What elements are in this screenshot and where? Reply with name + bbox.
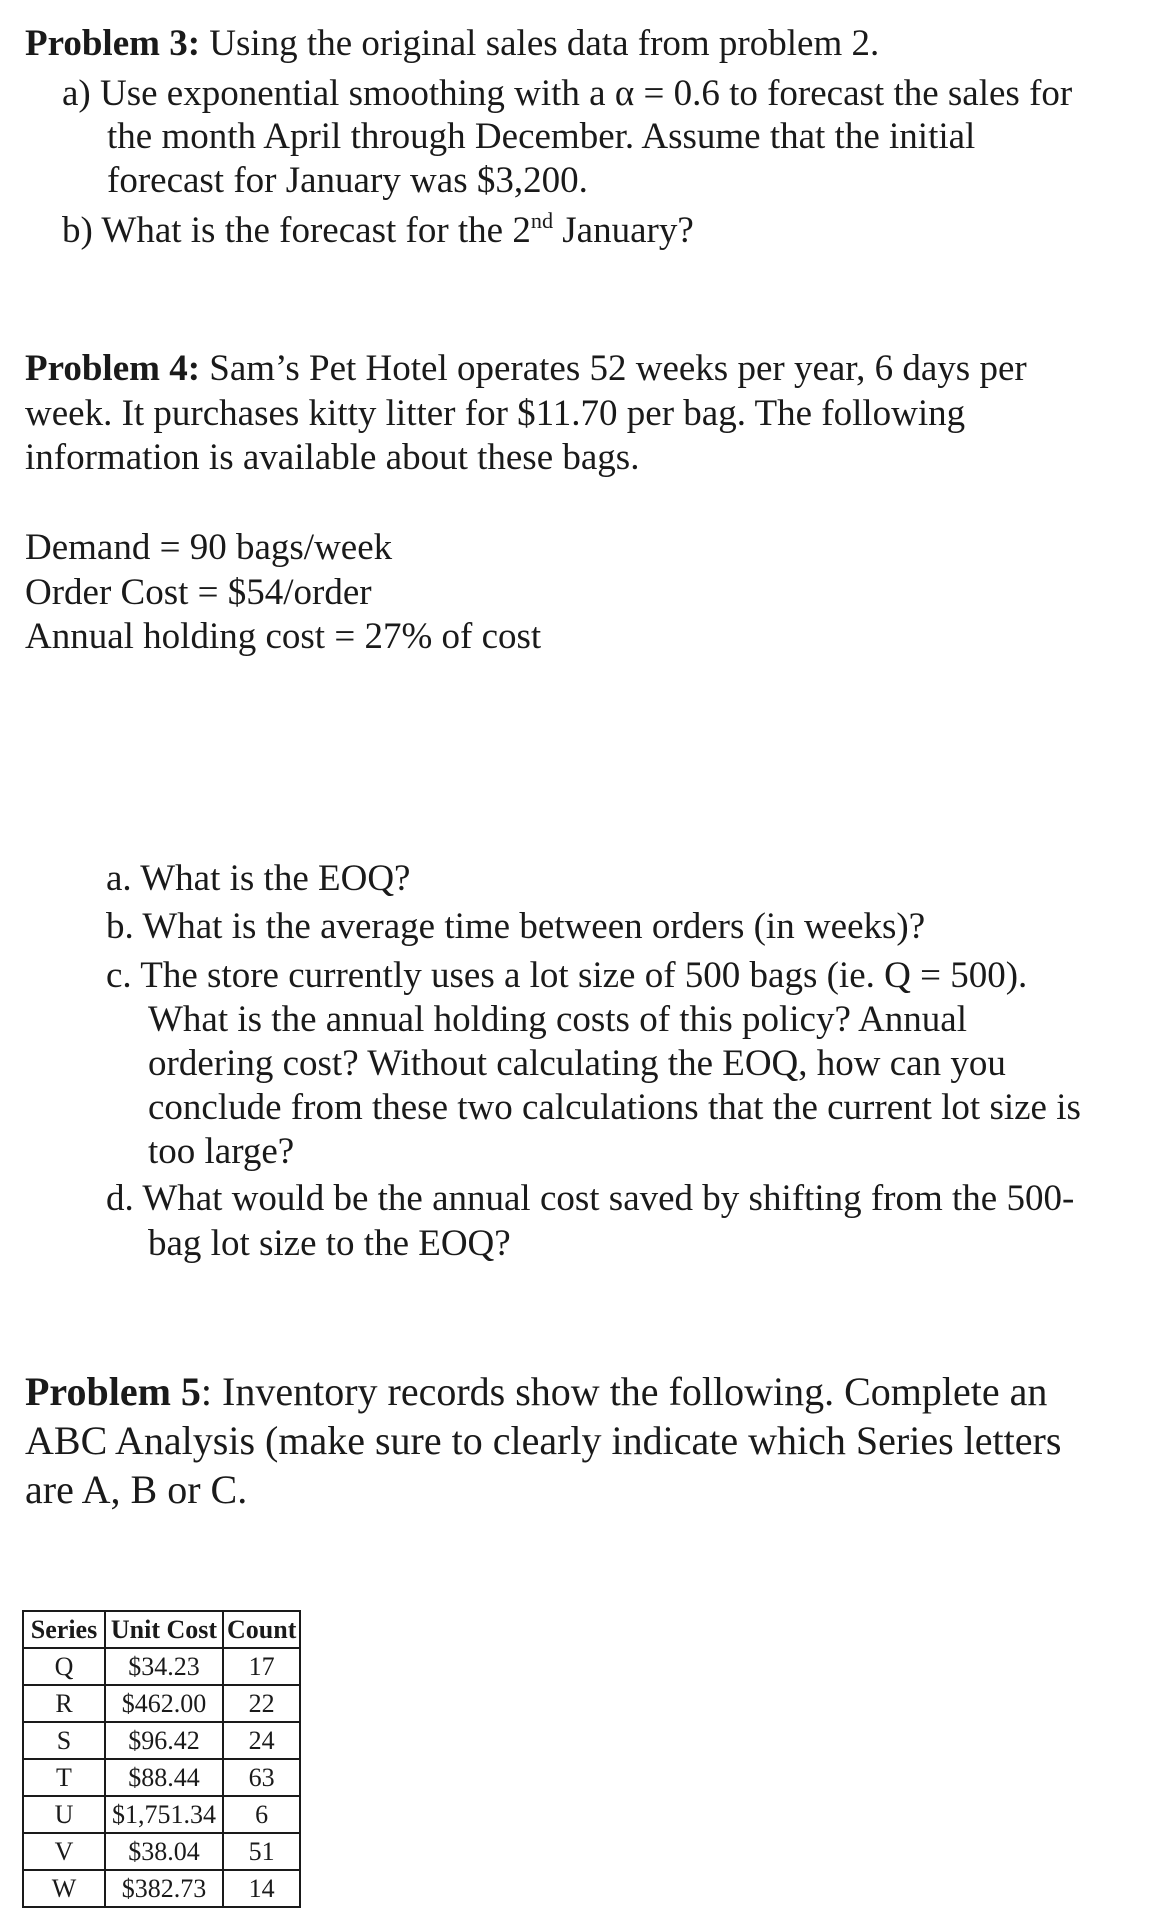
count-cell: 51 [223, 1833, 300, 1870]
series-cell: Q [23, 1648, 105, 1685]
column-header-series: Series [23, 1611, 105, 1648]
unit-cost-cell: $38.04 [105, 1833, 223, 1870]
problem4-question-c-line5: too large? [148, 1131, 295, 1172]
unit-cost-cell: $88.44 [105, 1759, 223, 1796]
table-row [23, 1833, 300, 1870]
problem4-question-d-line2: bag lot size to the EOQ? [148, 1223, 511, 1264]
problem5-line1: : Inventory records show the following. Complete an [200, 1369, 1048, 1414]
problem4-order-cost: Order Cost = $54/order [25, 572, 372, 613]
problem4-question-c-line1: c. The store currently uses a lot size of 500 bags (ie. Q = 500). [106, 955, 1028, 996]
series-cell: T [23, 1759, 105, 1796]
table-row [23, 1685, 300, 1722]
column-header-unit-cost: Unit Cost [105, 1611, 223, 1648]
problem3-part-b-superscript: nd [530, 208, 554, 233]
problem3-part-b [62, 209, 694, 253]
problem3-part-b-text: b) What is the forecast for the 2 [62, 210, 531, 251]
problem4-question-b: b. What is the average time between orders (in weeks)? [106, 906, 926, 947]
problem5-line3: are A, B or C. [25, 1467, 248, 1512]
problem3-part-a-line1: a) Use exponential smoothing with a α = 0.6 to forecast the sales for [62, 73, 1073, 114]
table-row [23, 1759, 300, 1796]
table-row [23, 1722, 300, 1759]
problem5-heading [25, 1368, 1047, 1416]
abc-inventory-table [22, 1610, 301, 1908]
count-cell: 17 [223, 1648, 300, 1685]
problem3-part-b-tail: January? [553, 210, 694, 251]
count-cell: 24 [223, 1722, 300, 1759]
series-cell: U [23, 1796, 105, 1833]
unit-cost-cell: $1,751.34 [105, 1796, 223, 1833]
problem3-part-a-line2: the month April through December. Assume that the initial [107, 116, 976, 157]
problem4-question-c-line3: ordering cost? Without calculating the EOQ, how can you [148, 1043, 1006, 1084]
table-header-row [23, 1611, 300, 1648]
table-row [23, 1870, 300, 1907]
problem3-heading [25, 22, 879, 66]
problem5-label: Problem 5 [25, 1369, 201, 1414]
problem4-question-c-line2: What is the annual holding costs of this policy? Annual [148, 999, 968, 1040]
count-cell: 22 [223, 1685, 300, 1722]
problem4-question-d-line1: d. What would be the annual cost saved by shifting from the 500- [106, 1178, 1075, 1219]
problem5-line2: ABC Analysis (make sure to clearly indicate which Series letters [25, 1418, 1062, 1463]
column-header-count: Count [223, 1611, 300, 1648]
problem3-label: Problem 3: [25, 23, 201, 64]
unit-cost-cell: $462.00 [105, 1685, 223, 1722]
problem4-label: Problem 4: [25, 348, 201, 389]
series-cell: S [23, 1722, 105, 1759]
problem4-line3: information is available about these bags. [25, 437, 640, 478]
count-cell: 63 [223, 1759, 300, 1796]
problem4-question-c-line4: conclude from these two calculations that the current lot size is [148, 1087, 1081, 1128]
problem4-question-a: a. What is the EOQ? [106, 858, 411, 899]
series-cell: V [23, 1833, 105, 1870]
unit-cost-cell: $96.42 [105, 1722, 223, 1759]
problem4-heading [25, 347, 1027, 391]
problem4-line1: Sam’s Pet Hotel operates 52 weeks per year, 6 days per [209, 348, 1027, 389]
problem4-demand: Demand = 90 bags/week [25, 527, 393, 568]
unit-cost-cell: $382.73 [105, 1870, 223, 1907]
count-cell: 14 [223, 1870, 300, 1907]
problem3-intro: Using the original sales data from problem 2. [209, 23, 880, 64]
problem4-line2: week. It purchases kitty litter for $11.70 per bag. The following [25, 393, 966, 434]
count-cell: 6 [223, 1796, 300, 1833]
table-row [23, 1796, 300, 1833]
series-cell: W [23, 1870, 105, 1907]
problem4-holding-cost: Annual holding cost = 27% of cost [25, 616, 542, 657]
table-row [23, 1648, 300, 1685]
unit-cost-cell: $34.23 [105, 1648, 223, 1685]
series-cell: R [23, 1685, 105, 1722]
problem3-part-a-line3: forecast for January was $3,200. [107, 160, 588, 201]
